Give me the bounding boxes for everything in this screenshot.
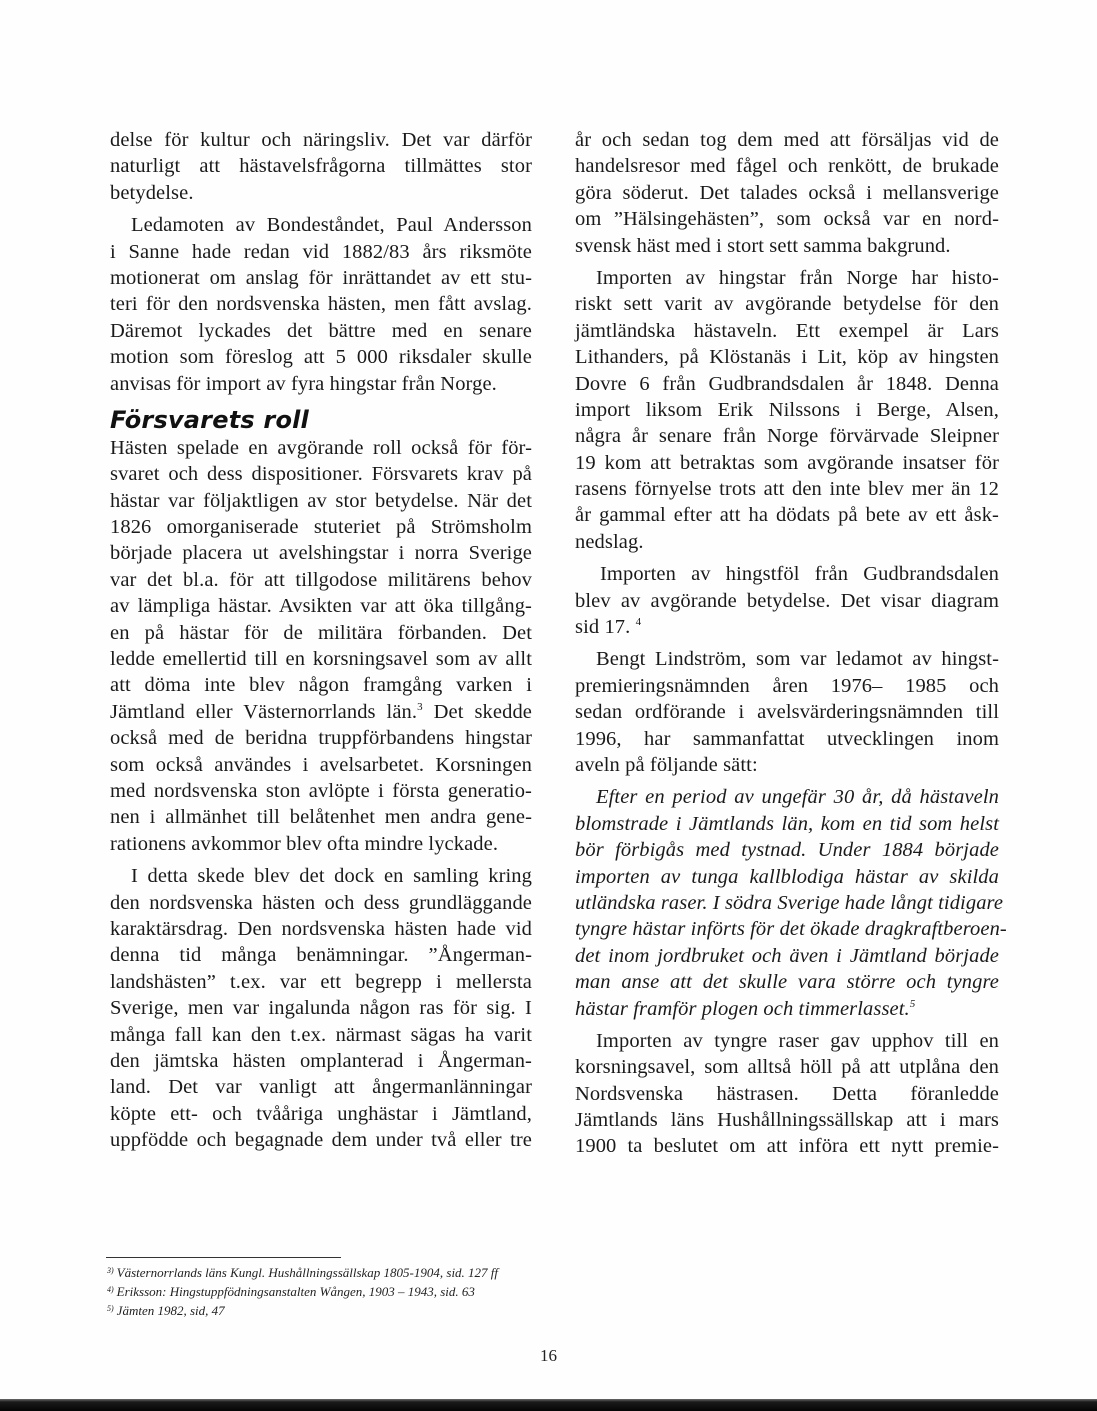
- scan-edge-shadow: [0, 1399, 1097, 1411]
- text-line: betydelse.: [110, 181, 194, 204]
- footnote-reference[interactable]: 4: [635, 616, 642, 629]
- footnote-text: Eriksson: Hingstuppfödningsanstalten Wången, 1903 – 1943, sid. 63: [116, 1284, 475, 1299]
- quote-line: det inom jordbruket och även i Jämtland började: [575, 944, 999, 967]
- text-line: Bengt Lindström, som var ledamot av hingst-: [596, 648, 999, 671]
- paragraph-bengt-lindstrom: [575, 646, 999, 778]
- text-line: riskt sett varit av avgörande betydelse för den: [575, 293, 999, 316]
- text-line: nen i allmänhet till belåtenhet men andra gene-: [110, 806, 532, 829]
- text-line-with-footnote: [575, 614, 999, 640]
- section-heading: Försvarets roll: [110, 405, 309, 434]
- text-fragment: hästar framför plogen och timmerlasset.: [575, 997, 910, 1020]
- footnote-5: [107, 1299, 547, 1318]
- text-line: Nordsvenska hästrasen. Detta föranledde: [575, 1082, 999, 1105]
- text-line: den nordsvenska hästen och dess grundläggande: [110, 891, 532, 914]
- text-line: en på hästar för de militära förbanden. Det: [110, 621, 532, 644]
- footnote-reference[interactable]: 3: [417, 700, 423, 713]
- footnote-number: 5): [107, 1304, 114, 1313]
- text-line: delse för kultur och näringsliv. Det var därför: [110, 129, 532, 151]
- text-line: anvisas för import av fyra hingstar från Norge.: [110, 372, 497, 395]
- text-line: i Sanne hade redan vid 1882/83 års riksmöte: [110, 240, 532, 263]
- footnote-3: [107, 1261, 547, 1280]
- text-line: svensk häst med i stort sett samma bakgrund.: [575, 234, 951, 257]
- text-line: teri för den nordsvenska hästen, men fått avslag.: [110, 293, 532, 316]
- text-line: Ledamoten av Bondeståndet, Paul Andersson: [131, 214, 532, 237]
- page-number: 16: [540, 1346, 557, 1365]
- text-line: Lithanders, på Klöstanäs i Lit, köp av hingsten: [575, 346, 999, 369]
- text-line: denna tid många benämningar. ”Ångerman-: [110, 944, 532, 967]
- text-line: handelsresor med fågel och renkött, de brukade: [575, 155, 999, 178]
- text-line: 1826 omorganiserade stuteriet på Strömsholm: [110, 516, 532, 539]
- text-line: Importen av hingstar från Norge har histo-: [596, 266, 999, 289]
- text-line: sedan ordförande i avelsvärderingsnämnden till: [575, 701, 999, 724]
- text-fragment: sid 17.: [575, 616, 631, 639]
- quote-line: man anse att det skulle vara större och tyngre: [575, 971, 999, 994]
- text-line: svaret och dess dispositioner. Försvarets krav på: [110, 463, 532, 486]
- footnote-number: 4): [107, 1285, 114, 1294]
- text-line: om ”Hälsingehästen”, som också var en nord-: [575, 208, 999, 231]
- text-line: att döma inte blev någon framgång varken i: [110, 674, 532, 697]
- text-line: rasens förnyelse trots att den inte blev mer än 12: [575, 478, 999, 501]
- text-line: Importen av hingstföl från Gudbrandsdalen: [600, 563, 999, 586]
- text-line: köpte ett- och tvååriga unghästar i Jämtland,: [110, 1102, 532, 1125]
- text-line: I detta skede blev det dock en samling kring: [131, 865, 532, 888]
- text-line: 19 kom att betraktas som avgörande insatser för: [575, 451, 999, 474]
- text-line: som också användes i avelsarbetet. Korsningen: [110, 753, 532, 776]
- text-line: import liksom Erik Nilssons i Berge, Alsen,: [575, 398, 999, 421]
- paragraph-trade-journeys: [575, 127, 999, 259]
- quote-line: bör förbigås med tystnad. Under 1884 började: [575, 839, 999, 862]
- text-line: rationens avkommor blev ofta mindre lyckade.: [110, 832, 499, 855]
- right-column: [575, 127, 1007, 1160]
- text-line: motionerat om anslag för inrättandet av ett stu-: [110, 266, 532, 289]
- text-line: aveln på följande sätt:: [575, 753, 758, 776]
- paragraph-military-role: [110, 435, 532, 857]
- text-line: av lämpliga hästar. Avsikten var att öka tillgång-: [110, 595, 532, 618]
- footnote-4: [107, 1280, 547, 1299]
- text-line: karaktärsdrag. Den nordsvenska hästen hade vid: [110, 917, 532, 940]
- left-column: [110, 127, 532, 1153]
- block-quote: [575, 784, 1007, 1022]
- text-line: uppfödde och begagnade dem under två eller tre: [110, 1129, 532, 1152]
- text-line: jämtländska hästaveln. Ett exempel är Lars: [575, 319, 999, 342]
- quote-line: importen av tunga kallblodiga hästar av skilda: [575, 865, 999, 888]
- text-line: land. Det var vanligt att ångermanlänningar: [110, 1076, 532, 1099]
- footnote-divider: [106, 1257, 341, 1258]
- text-line: år gammal efter att ha dödats på bete av ett åsk-: [575, 504, 999, 527]
- text-line: Hästen spelade en avgörande roll också för för-: [110, 436, 532, 459]
- quote-line: utländska raser. I södra Sverige hade långt tidigare: [575, 891, 1004, 914]
- text-line: Jämtlands läns Hushållningssällskap att i mars: [575, 1109, 999, 1132]
- text-line: Importen av tyngre raser gav upphov till en: [596, 1029, 999, 1052]
- text-line: Sverige, men var ingalunda någon ras för sig. I: [110, 997, 532, 1020]
- text-line: blev av avgörande betydelse. Det visar diagram: [575, 589, 999, 612]
- text-fragment: Det skedde: [422, 700, 533, 723]
- paragraph-gudbrandsdalen-foals: [575, 561, 999, 640]
- text-line: premieringsnämnden åren 1976– 1985 och: [575, 674, 999, 697]
- text-line: med nordsvenska ston avlöpte i första generatio-: [110, 779, 532, 802]
- text-line: många fall kan den t.ex. närmast sägas ha varit: [110, 1023, 532, 1046]
- text-line-with-footnote: [110, 699, 532, 725]
- text-line: år och sedan tog dem med att försäljas vid de: [575, 129, 999, 151]
- text-line: började placera ut avelshingstar i norra Sverige: [110, 542, 532, 565]
- text-line: 1996, har sammanfattat utvecklingen inom: [575, 727, 999, 750]
- footnote-number: 3): [107, 1266, 114, 1275]
- text-line: 1900 ta beslutet om att införa ett nytt premie-: [575, 1135, 999, 1158]
- text-line: naturligt att hästavelsfrågorna tillmättes stor: [110, 155, 532, 178]
- text-line: några år senare från Norge förvärvade Sleipner: [575, 425, 999, 448]
- text-line: landshästen” t.ex. var ett begrepp i mellersta: [110, 970, 532, 993]
- text-line: Dovre 6 från Gudbrandsdalen år 1848. Denna: [575, 372, 999, 395]
- footnote-reference[interactable]: 5: [909, 997, 916, 1010]
- paragraph-cultural-significance: [110, 127, 532, 206]
- text-line: var det bl.a. för att tillgodose militärens behov: [110, 568, 532, 591]
- quote-line: blomstrade i Jämtlands län, kom en tid som helst: [575, 812, 999, 835]
- paragraph-paul-andersson: [110, 212, 532, 397]
- quote-line: Efter en period av ungefär 30 år, då hästaveln: [596, 786, 999, 809]
- quote-line-with-footnote: [575, 996, 999, 1022]
- paragraph-norway-import: [575, 265, 999, 555]
- footnote-text: Jämten 1982, sid, 47: [116, 1303, 225, 1318]
- paragraph-northern-swedish-horse: [110, 863, 532, 1153]
- text-line: hästar var följaktligen av stor betydelse. När det: [110, 489, 532, 512]
- text-line: göra söderut. Det talades också i mellansverige: [575, 181, 999, 204]
- text-line: korsningsavel, som alltså höll på att utplåna den: [575, 1056, 999, 1079]
- text-fragment: Jämtland eller Västernorrlands län.: [110, 700, 418, 723]
- footnotes: [107, 1261, 547, 1318]
- text-line: ledde emellertid till en korsningsavel som av allt: [110, 648, 532, 671]
- quote-line: tyngre hästar införts för det ökade dragkraftberoen-: [575, 918, 1007, 941]
- text-line: den jämtska hästen omplanterad i Ångerman-: [110, 1049, 532, 1072]
- text-line: också med de beridna truppförbandens hingstar: [110, 727, 532, 750]
- footnote-text: Västernorrlands läns Kungl. Hushållningssällskap 1805-1904, sid. 127 ff: [116, 1265, 499, 1280]
- text-line: Däremot lyckades det bättre med en senare: [110, 319, 532, 342]
- text-line: motion som föreslog att 5 000 riksdaler skulle: [110, 346, 532, 369]
- text-line: nedslag.: [575, 530, 644, 553]
- paragraph-heavier-breeds: [575, 1028, 999, 1160]
